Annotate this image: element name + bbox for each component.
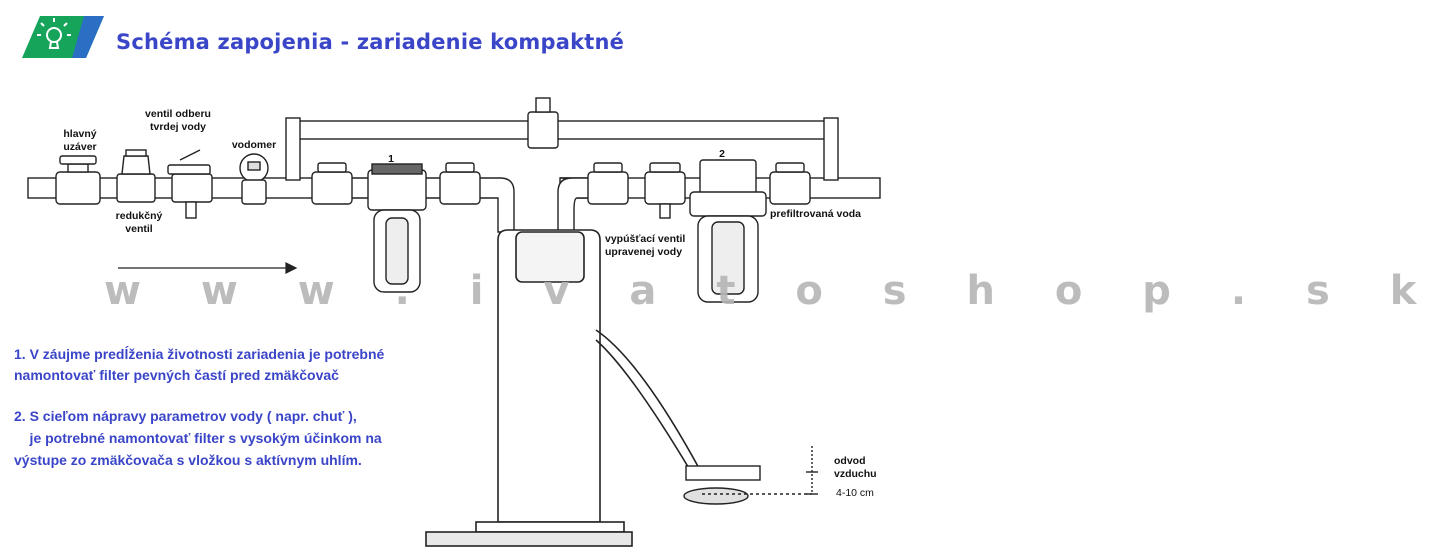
note-1-line-1: 1. V záujme predĺženia životnosti zariadenia je potrebné: [14, 346, 385, 362]
watermark: w w w . i v a t o s h o p . s k: [104, 268, 1439, 314]
label-filter-1: 1: [388, 153, 394, 165]
note-2-line-1: 2. S cieľom nápravy parametrov vody ( napr. chuť ),: [14, 408, 357, 424]
label-prefiltered-water: prefiltrovaná voda: [770, 208, 862, 220]
note-2-line-2: je potrebné namontovať filter s vysokým účinkom na: [14, 430, 382, 446]
bypass-valve-cap: [536, 98, 550, 112]
note-2-line-3: výstupe zo zmäkčovača s vložkou s aktívnym uhlím.: [14, 452, 362, 468]
note-1-line-2: namontovať filter pevných častí pred zmäkčovač: [14, 367, 339, 383]
drain: [684, 446, 818, 504]
main-shutoff-valve: [56, 156, 100, 204]
label-drain-valve: vypúšťací ventil upravenej vody: [605, 233, 686, 258]
bypass-valve: [528, 112, 558, 148]
label-reduction-valve: redukčný ventil: [115, 210, 163, 235]
label-water-meter: vodomer: [231, 139, 277, 151]
page-title: Schéma zapojenia - zariadenie kompaktné: [116, 30, 625, 54]
label-main-valve: hlavný uzáver: [63, 128, 97, 153]
label-air-vent: odvod vzduchu: [834, 455, 877, 480]
reduction-valve: [117, 150, 155, 202]
bypass-riser-left: [286, 118, 300, 180]
pipe-from-softener: [558, 178, 590, 232]
sampling-valve: [168, 150, 212, 218]
bypass-pipe: [292, 121, 832, 139]
label-filter-2: 2: [719, 148, 725, 160]
label-distance: 4-10 cm: [836, 487, 874, 499]
label-sampling-valve: ventil odberu tvrdej vody: [145, 108, 211, 133]
bypass-riser-right: [824, 118, 838, 180]
